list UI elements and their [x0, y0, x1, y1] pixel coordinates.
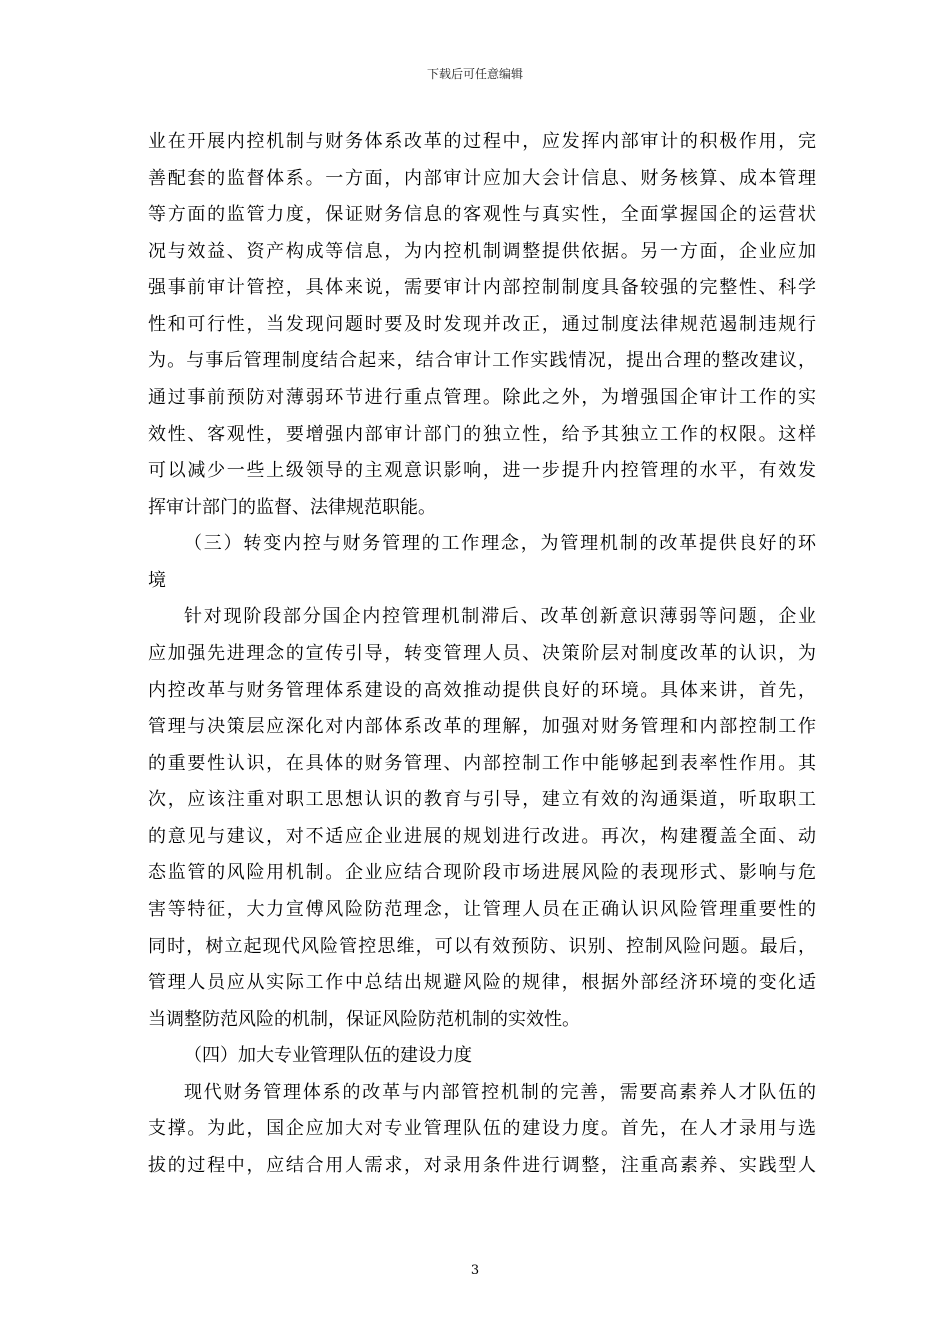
section-heading-3-cont: 境	[148, 570, 166, 591]
section-heading-3: （三）转变内控与财务管理的工作理念，为管理机制的改革提供良好的环	[184, 533, 816, 554]
body-line: 等方面的监管力度，保证财务信息的客观性与真实性，全面掌握国企的运营状	[148, 204, 816, 225]
body-line: 的意见与建议，对不适应企业进展的规划进行改进。再次，构建覆盖全面、动	[148, 826, 816, 847]
body-line: 强事前审计管控，具体来说，需要审计内部控制制度具备较强的完整性、科学	[148, 277, 816, 298]
page-header-note: 下载后可任意编辑	[426, 67, 523, 81]
body-line: 支撑。为此，国企应加大对专业管理队伍的建设力度。首先，在人才录用与选	[148, 1118, 816, 1139]
body-line: 态监管的风险用机制。企业应结合现阶段市场进展风险的表现形式、影响与危	[148, 862, 816, 883]
body-line: 性和可行性，当发现问题时要及时发现并改正，通过制度法律规范遏制违规行	[148, 314, 816, 335]
body-line: 善配套的监督体系。一方面，内部审计应加大会计信息、财务核算、成本管理	[148, 168, 816, 189]
body-line: 应加强先进理念的宣传引导，转变管理人员、决策阶层对制度改革的认识，为	[148, 643, 816, 664]
body-line: 同时，树立起现代风险管控思维，可以有效预防、识别、控制风险问题。最后，	[148, 936, 816, 957]
body-line: 况与效益、资产构成等信息，为内控机制调整提供依据。另一方面，企业应加	[148, 241, 816, 262]
body-line: 管理与决策层应深化对内部体系改革的理解，加强对财务管理和内部控制工作	[148, 716, 816, 737]
body-line: 可以减少一些上级领导的主观意识影响，进一步提升内控管理的水平，有效发	[148, 460, 816, 481]
body-line: 业在开展内控机制与财务体系改革的过程中，应发挥内部审计的积极作用，完	[148, 131, 816, 152]
body-line: 当调整防范风险的机制，保证风险防范机制的实效性。	[148, 1009, 580, 1030]
body-line: 管理人员应从实际工作中总结出规避风险的规律，根据外部经济环境的变化适	[148, 972, 816, 993]
body-line: 的重要性认识，在具体的财务管理、内部控制工作中能够起到表率性作用。其	[148, 753, 816, 774]
page-number: 3	[470, 1263, 480, 1278]
body-line: 挥审计部门的监督、法律规范职能。	[148, 497, 436, 518]
body-line: 拔的过程中，应结合用人需求，对录用条件进行调整，注重高素养、实践型人	[148, 1155, 816, 1176]
body-line: 效性、客观性，要增强内部审计部门的独立性，给予其独立工作的权限。这样	[148, 424, 816, 445]
body-line: 内控改革与财务管理体系建设的高效推动提供良好的环境。具体来讲，首先，	[148, 680, 816, 701]
body-line: 针对现阶段部分国企内控管理机制滞后、改革创新意识薄弱等问题，企业	[184, 606, 816, 627]
body-line: 害等特征，大力宣傅风险防范理念，让管理人员在正确认识风险管理重要性的	[148, 899, 816, 920]
body-line: 为。与事后管理制度结合起来，结合审计工作实践情况，提出合理的整改建议，	[148, 350, 816, 371]
body-line: 次，应该注重对职工思想认识的教育与引导，建立有效的沟通渠道，听取职工	[148, 789, 816, 810]
body-line: 现代财务管理体系的改革与内部管控机制的完善，需要高素养人才队伍的	[184, 1082, 816, 1103]
body-line: 通过事前预防对薄弱环节进行重点管理。除此之外，为增强国企审计工作的实	[148, 387, 816, 408]
section-heading-4: （四）加大专业管理队伍的建设力度	[184, 1045, 472, 1066]
